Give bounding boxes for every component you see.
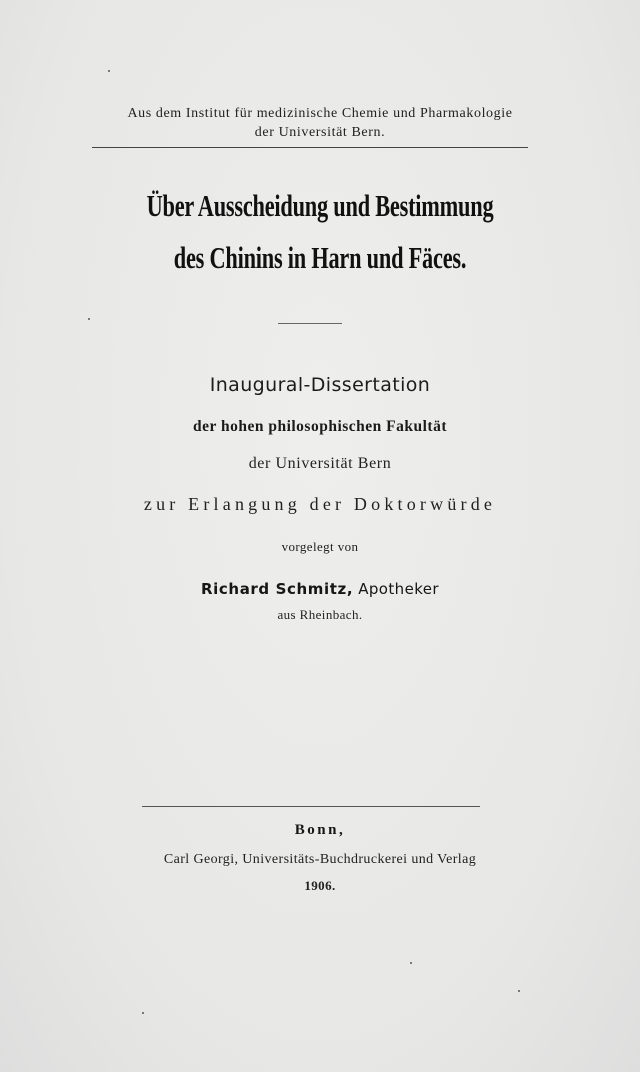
dissertation-heading: Inaugural-Dissertation: [209, 374, 431, 396]
print-speck: [88, 318, 90, 320]
title-separator: [278, 323, 342, 324]
presented-by-line: vorgelegt von: [281, 539, 359, 554]
print-speck: [142, 1012, 144, 1014]
title-line-1: Über Ausscheidung und Bestimmung: [146, 188, 494, 223]
author-role: Apotheker: [358, 580, 439, 598]
title-line-2: des Chinins in Harn und Fäces.: [173, 240, 467, 275]
imprint-publisher: Carl Georgi, Universitäts-Buchdruckerei und Verlag: [163, 852, 477, 867]
university-line: der Universität Bern: [248, 455, 392, 472]
purpose-line: zur Erlangung der Doktorwürde: [143, 494, 497, 514]
institute-line-2: der Universität Bern.: [254, 125, 386, 140]
faculty-line: der hohen philosophischen Fakultät: [192, 418, 448, 435]
author-line: [0, 579, 640, 598]
print-speck: [518, 990, 520, 992]
imprint-year: 1906.: [304, 878, 336, 893]
header-rule: [92, 147, 528, 148]
author-name: Richard Schmitz,: [201, 580, 354, 598]
print-speck: [410, 962, 412, 964]
institute-line-1: Aus dem Institut für medizinische Chemie und Pharmakologie: [127, 106, 513, 121]
author-origin: aus Rheinbach.: [277, 607, 363, 622]
imprint-city: Bonn,: [294, 822, 346, 838]
imprint-rule: [142, 806, 480, 807]
print-speck: [108, 70, 110, 72]
